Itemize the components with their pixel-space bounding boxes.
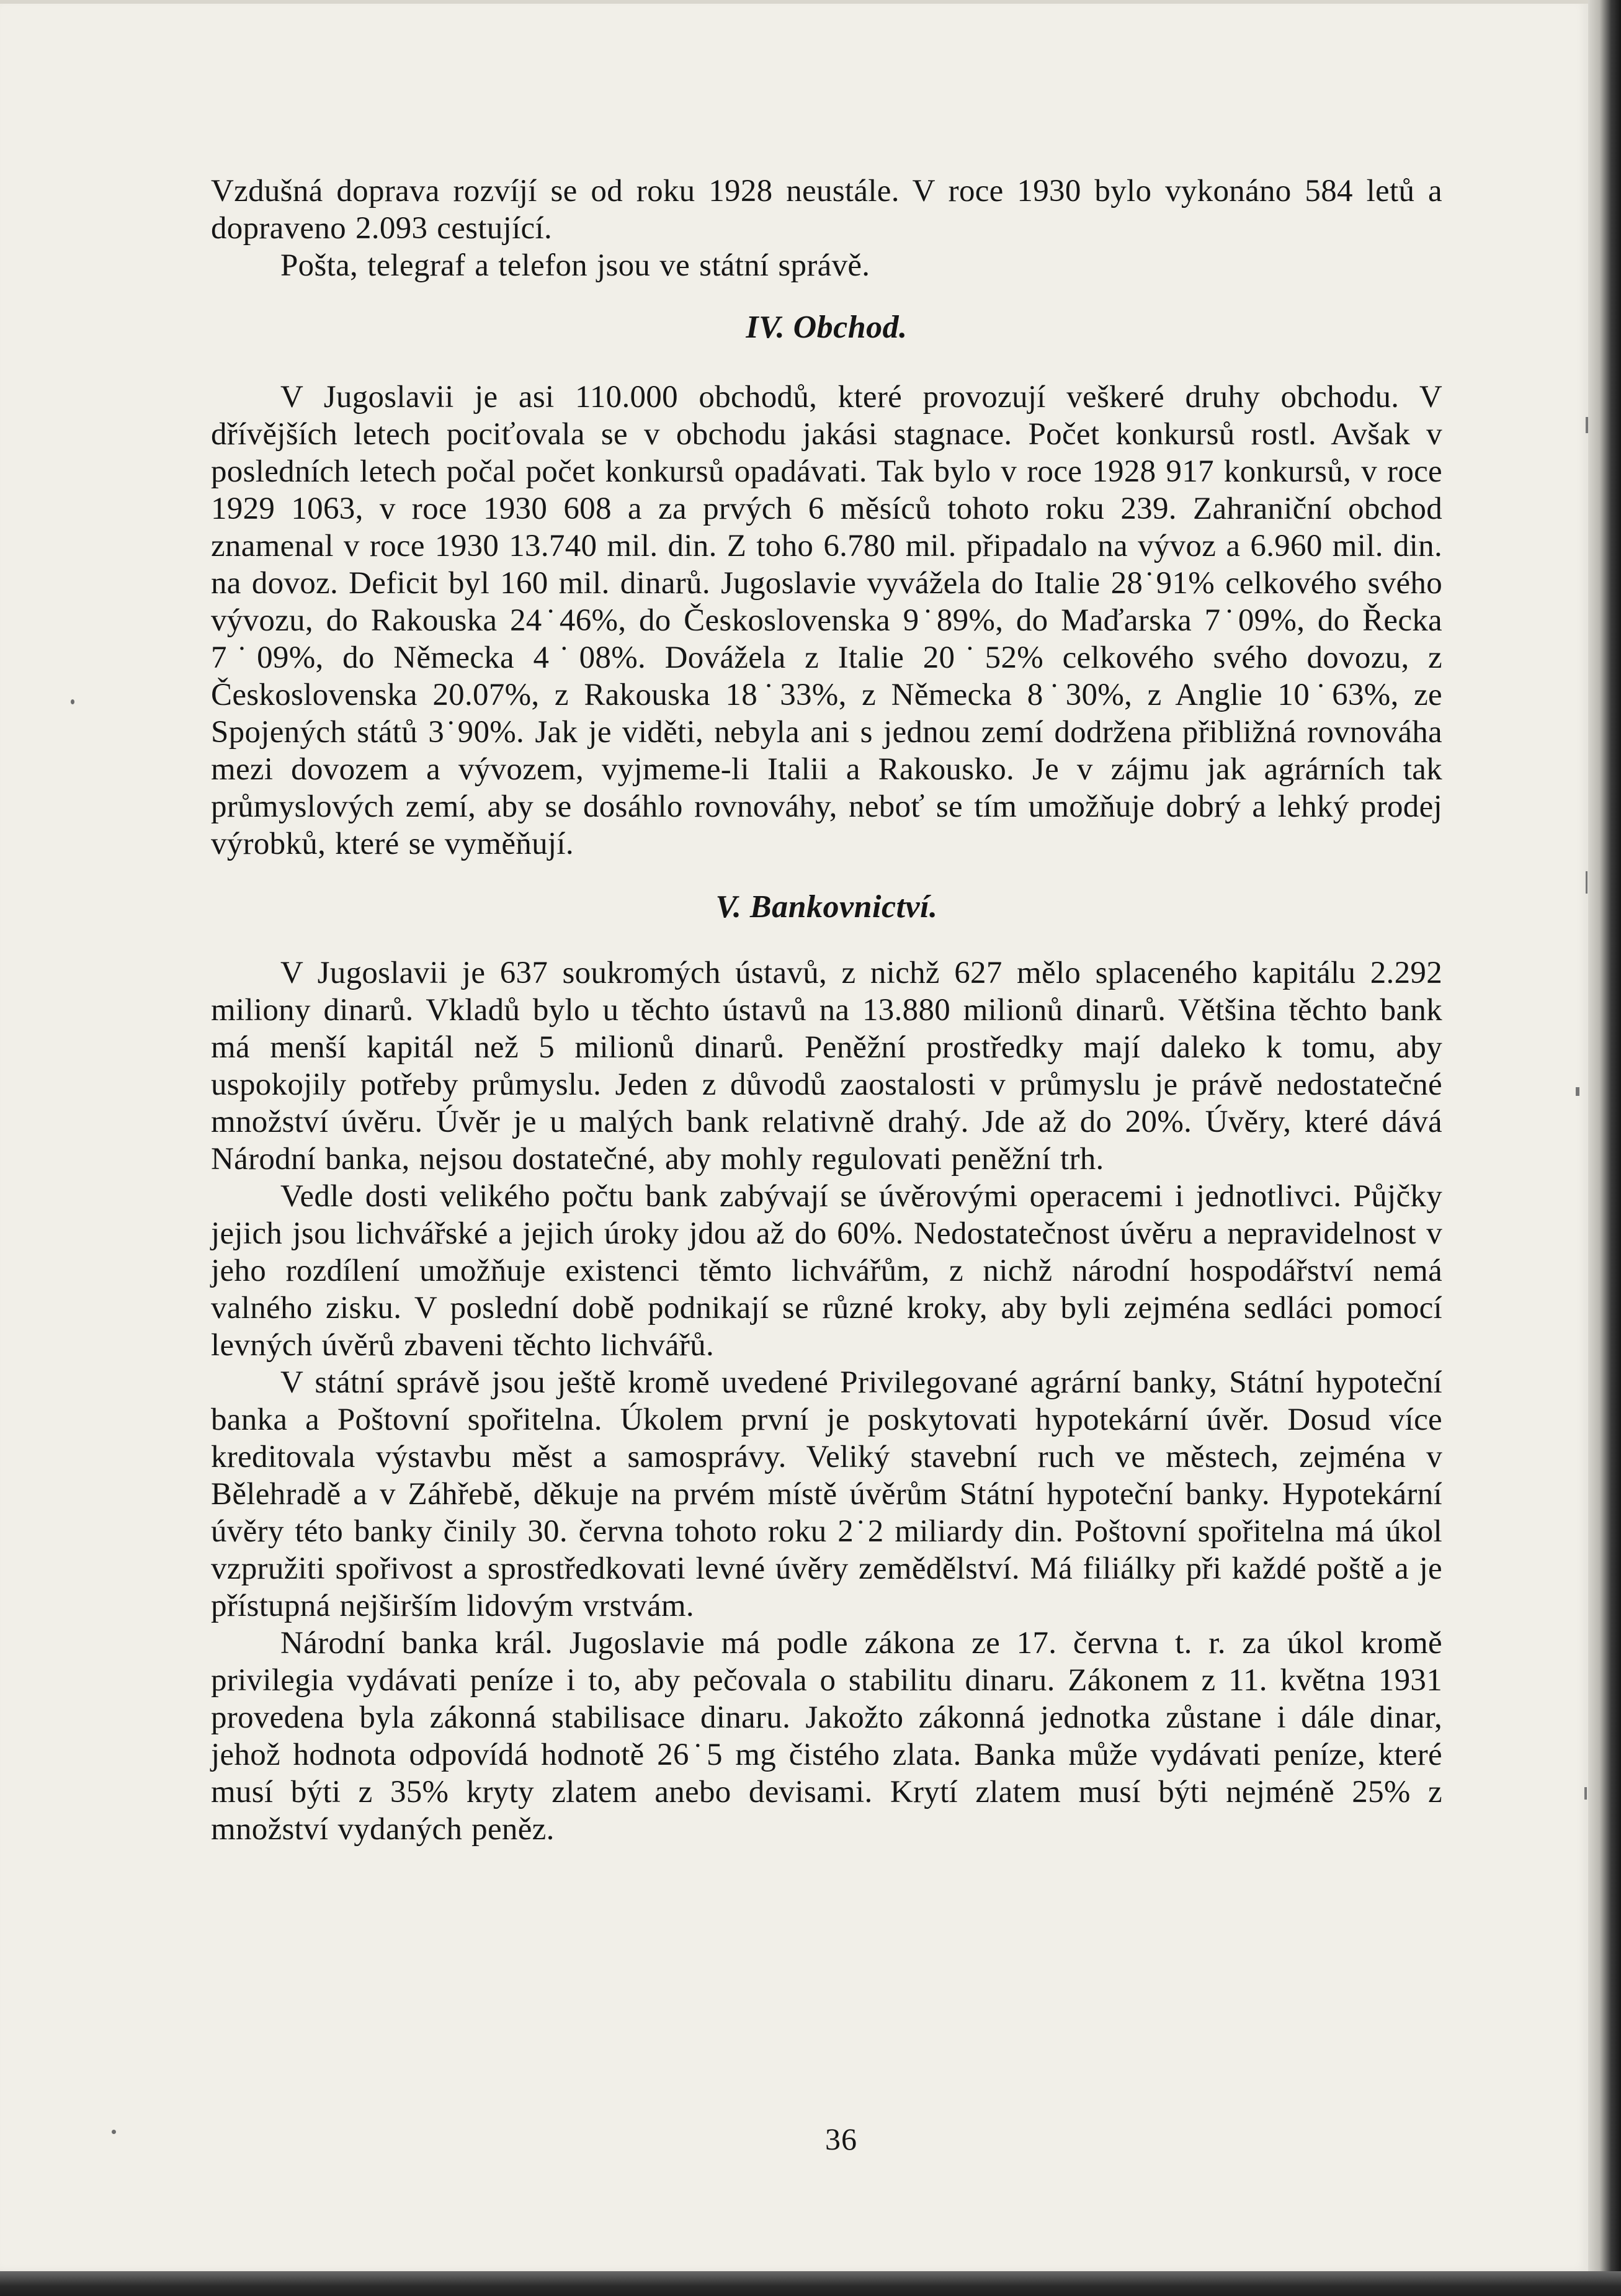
section-heading-trade: IV. Obchod. xyxy=(746,310,908,345)
paragraph-banking-state: V státní správě jsou ještě kromě uvedené Privilegované agrární banky, Státní hypoteční banka a Poštovní spořitelna. Úkolem první je poskytovati hypotekární úvěr. Dosud více kreditovala výstavbu měst a samosprávy. Veliký stavební ruch ve městech, zejména v Bělehradě a v Záhřebě, děkuje na prvém místě úvěrům Státní hypoteční banky. Hypotekární úvěry této banky činily 30. června tohoto roku 2˙2 miliardy din. Poštovní spořitelna má úkol vzpružiti spořivost a sprostředkovati levné úvěry zemědělství. Má filiálky při každé poště a je přístupná nejširším lidovým vrstvám. xyxy=(211,1365,1442,1623)
margin-mark xyxy=(1576,1087,1579,1096)
paragraph-banking-national: Národní banka král. Jugoslavie má podle zákona ze 17. června t. r. za úkol kromě privilegia vydávati peníze i to, aby pečovala o stabilitu dinaru. Zákonem z 11. května 1931 provedena byla zákonná stabilisace dinaru. Jakožto zákonná jednotka zůstane i dále dinar, jehož hodnota odpovídá hodnotě 26˙5 mg čistého zlata. Banka může vydávati peníze, které musí býti z 35% kryty zlatem anebo devisami. Krytí zlatem musí býti nejméně 25% z množství vydaných peněz. xyxy=(211,1626,1442,1847)
page-number: 36 xyxy=(825,2122,857,2156)
paragraph-banking-usury: Vedle dosti velikého počtu bank zabývají se úvěrovými operacemi i jednotlivci. Půjčky jejich jsou lichvářské a jejich úroky jdou až do 60%. Nedostatečnost úvěru a nepravidelnost v jeho rozdílení umožňuje existenci těmto lichvářům, z nichž národní hospodářství nemá valného zisku. V poslední době podnikají se různé kroky, aby byli zejména sedláci pomocí levných úvěrů zbaveni těchto lichvářů. xyxy=(211,1179,1442,1363)
margin-mark xyxy=(1584,1787,1587,1800)
margin-mark xyxy=(1586,871,1588,894)
paragraph-trade: V Jugoslavii je asi 110.000 obchodů, které provozují veškeré druhy obchodu. V dřívějších letech pociťovala se v obchodu jakási stagnace. Počet konkursů rostl. Avšak v posledních letech počal počet konkursů opadávati. Tak bylo v roce 1928 917 konkursů, v roce 1929 1063, v roce 1930 608 a za prvých 6 měsíců tohoto roku 239. Zahraniční obchod znamenal v roce 1930 13.740 mil. din. Z toho 6.780 mil. připadalo na vývoz a 6.960 mil. din. na dovoz. Deficit byl 160 mil. dinarů. Jugoslavie vyvážela do Italie 28˙91% celkového svého vývozu, do Rakouska 24˙46%, do Československa 9˙89%, do Maďarska 7˙09%, do Řecka 7˙09%, do Německa 4˙08%. Dovážela z Italie 20˙52% celkového svého dovozu, z Československa 20.07%, z Rakouska 18˙33%, z Německa 8˙30%, z Anglie 10˙63%, ze Spojených států 3˙90%. Jak je viděti, nebyla ani s jednou zemí dodržena přibližná rovnováha mezi dovozem a vývozem, vyjmeme-li Italii a Rakousko. Je v zájmu jak agrárních tak průmyslových zemí, aby se dosáhlo rovnováhy, neboť se tím umožňuje dobrý a lehký prodej výrobků, které se vyměňují. xyxy=(211,380,1442,861)
book-gutter-shadow xyxy=(1588,0,1621,2296)
paragraph-post-telegraph: Pošta, telegraf a telefon jsou ve státní správě. xyxy=(280,248,870,283)
scan-bottom-edge xyxy=(0,2271,1621,2296)
section-heading-banking: V. Bankovnictví. xyxy=(715,889,938,925)
page-top-edge xyxy=(0,0,1588,4)
paragraph-banking-private: V Jugoslavii je 637 soukromých ústavů, z nichž 627 mělo splaceného kapitálu 2.292 miliony dinarů. Vkladů bylo u těchto ústavů na 13.880 milionů dinarů. Většina těchto bank má menší kapitál než 5 milionů dinarů. Peněžní prostředky mají daleko k tomu, aby uspokojily potřeby průmyslu. Jeden z důvodů zaostalosti v průmyslu je právě nedostatečné množství úvěru. Úvěr je u malých bank relativně drahý. Jde až do 20%. Úvěry, které dává Národní banka, nejsou dostatečné, aby mohly regulovati peněžní trh. xyxy=(211,956,1442,1177)
paper-speck xyxy=(112,2130,116,2134)
page-text-body xyxy=(211,173,1442,1848)
paper-speck xyxy=(71,699,74,704)
paragraph-air-transport: Vzdušná doprava rozvíjí se od roku 1928 neustále. V roce 1930 bylo vykonáno 584 letů a dopraveno 2.093 cestující. xyxy=(211,174,1442,246)
